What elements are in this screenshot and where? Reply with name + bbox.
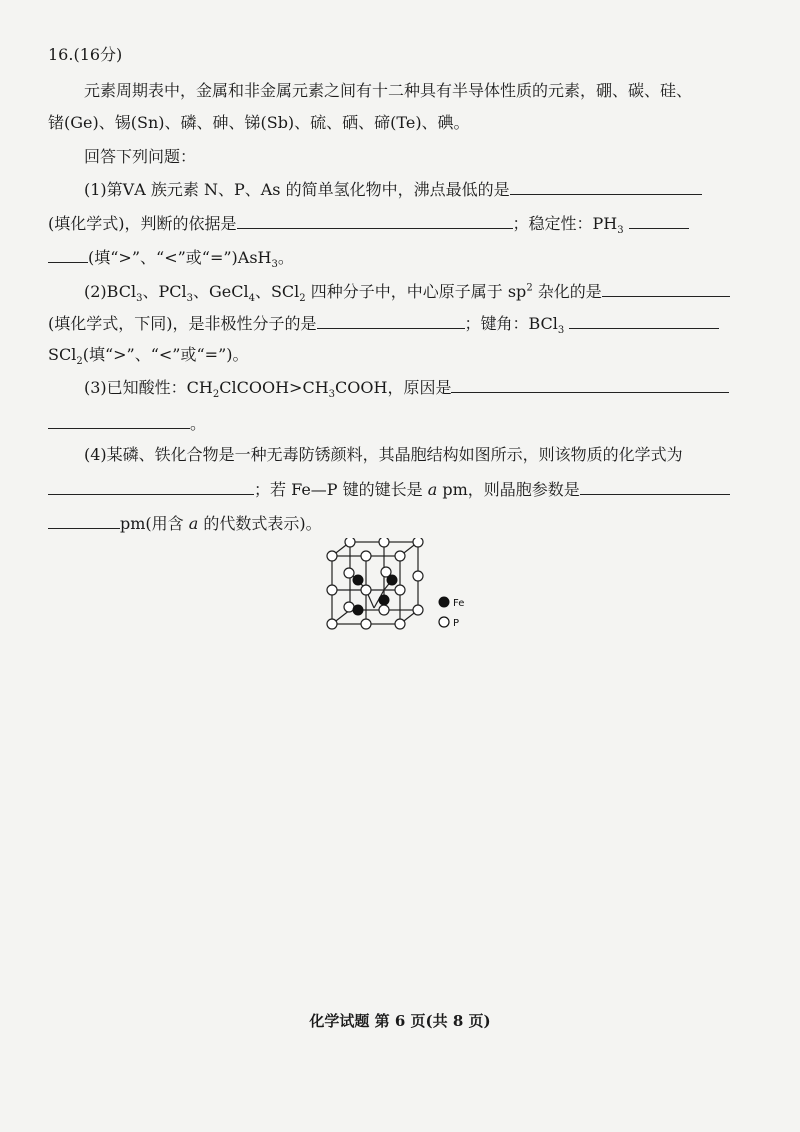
fe-atom bbox=[387, 575, 397, 585]
legend-fe-marker bbox=[439, 597, 449, 607]
part2-nonpolar-text: (填化学式，下同)，是非极性分子的是 bbox=[48, 314, 317, 333]
page-footer bbox=[0, 1010, 800, 1031]
legend-fe-label: Fe bbox=[453, 598, 465, 609]
p-atom bbox=[379, 538, 389, 547]
part4-line2 bbox=[48, 478, 730, 501]
p-atom bbox=[395, 551, 405, 561]
part2-line3 bbox=[48, 344, 249, 366]
p-atom bbox=[395, 619, 405, 629]
part3-acid-text-2: ClCOOH>CH bbox=[219, 378, 329, 397]
answer-blank-9[interactable] bbox=[580, 478, 730, 495]
part2-bond-angle-text: ；键角：BCl bbox=[464, 314, 558, 333]
p-atom bbox=[327, 619, 337, 629]
p-atom bbox=[345, 538, 355, 547]
intro-text-2: 锗(Ge)、锡(Sn)、磷、砷、锑(Sb)、硫、硒、碲(Te)、碘。 bbox=[48, 113, 470, 132]
pcl3-subscript: 3 bbox=[186, 293, 193, 305]
variable-a-2: a bbox=[188, 514, 199, 533]
part4-line1 bbox=[84, 444, 683, 466]
ch2-subscript: 2 bbox=[212, 389, 220, 401]
fe-atom bbox=[379, 595, 389, 605]
fe-atoms bbox=[353, 575, 397, 615]
part4-line3 bbox=[48, 512, 322, 535]
part1-basis-text: (填化学式)，判断的依据是 bbox=[48, 214, 237, 233]
answer-blank-7-cont[interactable] bbox=[48, 412, 190, 429]
p-atom bbox=[361, 585, 371, 595]
part1-stability-text: ；稳定性：PH bbox=[512, 214, 618, 233]
question-number-text: 16.(16分) bbox=[48, 45, 123, 64]
part2-fill-hint: (填“>”、“<”或“=”)。 bbox=[82, 345, 249, 364]
ash3-subscript: 3 bbox=[271, 259, 278, 271]
bcl3-subscript: 3 bbox=[136, 293, 143, 305]
intro-line-1 bbox=[84, 80, 692, 102]
p-atom bbox=[413, 571, 423, 581]
part1-end-mark: 。 bbox=[277, 248, 294, 267]
part3-line1 bbox=[84, 376, 729, 399]
part1-question-text: (1)第ⅤA 族元素 N、P、As 的简单氢化物中，沸点最低的是 bbox=[84, 180, 510, 199]
page-footer-text: 化学试题 第 6 页(共 8 页) bbox=[309, 1012, 491, 1030]
part2-pcl-text: 、PCl bbox=[142, 282, 187, 301]
answer-blank-8[interactable] bbox=[48, 478, 254, 495]
answer-blank-1[interactable] bbox=[510, 178, 702, 195]
answer-blank-2[interactable] bbox=[237, 212, 513, 229]
intro-text-1: 元素周期表中，金属和非金属元素之间有十二种具有半导体性质的元素，硼、碳、硅、 bbox=[84, 81, 693, 100]
part3-end-mark: 。 bbox=[190, 414, 207, 433]
part2-scl2-text: SCl bbox=[48, 345, 77, 364]
p-atom bbox=[413, 538, 423, 547]
variable-a: a bbox=[427, 480, 438, 499]
p-atom bbox=[413, 605, 423, 615]
part2-scl-text: 、SCl bbox=[254, 282, 300, 301]
answer-prompt bbox=[84, 146, 196, 168]
answer-prompt-text: 回答下列问题： bbox=[84, 147, 197, 166]
answer-blank-3-cont[interactable] bbox=[48, 246, 88, 263]
part4-unit-text: pm(用含 bbox=[120, 514, 189, 533]
p-atom bbox=[379, 605, 389, 615]
part1-line1 bbox=[84, 178, 702, 201]
legend-p-label: P bbox=[453, 618, 460, 629]
p-atom bbox=[344, 568, 354, 578]
crystal-cell-figure bbox=[322, 538, 482, 640]
part4-expr-hint: 的代数式表示)。 bbox=[198, 514, 322, 533]
answer-blank-4[interactable] bbox=[602, 280, 730, 297]
p-atoms bbox=[327, 538, 423, 629]
p-atom bbox=[327, 551, 337, 561]
answer-blank-5[interactable] bbox=[317, 312, 465, 329]
part4-param-text: pm，则晶胞参数是 bbox=[437, 480, 580, 499]
part2-line2 bbox=[48, 312, 719, 335]
ch3-subscript: 3 bbox=[328, 389, 336, 401]
intro-line-2 bbox=[48, 112, 470, 134]
bcl3-angle-subscript: 3 bbox=[557, 325, 565, 337]
scl2-angle-subscript: 2 bbox=[76, 356, 83, 368]
part1-line3 bbox=[48, 246, 294, 269]
scl2-subscript: 2 bbox=[299, 293, 306, 305]
part2-hybrid-text: 杂化的是 bbox=[532, 282, 602, 301]
p-atom bbox=[344, 602, 354, 612]
answer-blank-6[interactable] bbox=[569, 312, 719, 329]
legend-p-marker bbox=[439, 617, 449, 627]
part4-question-text: (4)某磷、铁化合物是一种无毒防锈颜料，其晶胞结构如图所示，则该物质的化学式为 bbox=[84, 445, 683, 464]
part2-bcl-text: (2)BCl bbox=[84, 282, 137, 301]
part2-sp-text: 四种分子中，中心原子属于 sp bbox=[305, 282, 527, 301]
fe-atom bbox=[353, 605, 363, 615]
answer-blank-7[interactable] bbox=[451, 376, 729, 393]
part3-acid-text-1: (3)已知酸性：CH bbox=[84, 378, 213, 397]
part4-bond-text: ；若 Fe—P 键的键长是 bbox=[254, 480, 428, 499]
fe-atom bbox=[353, 575, 363, 585]
p-atom bbox=[361, 551, 371, 561]
p-atom bbox=[395, 585, 405, 595]
part3-reason-text: COOH，原因是 bbox=[335, 378, 452, 397]
part1-line2 bbox=[48, 212, 689, 235]
p-atom bbox=[361, 619, 371, 629]
gecl4-subscript: 4 bbox=[248, 293, 255, 305]
part2-gecl-text: 、GeCl bbox=[192, 282, 249, 301]
part1-fill-hint: (填“>”、“<”或“=”)AsH bbox=[88, 248, 272, 267]
sp2-superscript: 2 bbox=[526, 282, 533, 294]
part2-line1 bbox=[84, 280, 730, 303]
part3-line2 bbox=[48, 412, 206, 435]
p-atom bbox=[327, 585, 337, 595]
answer-blank-3[interactable] bbox=[629, 212, 689, 229]
answer-blank-9-cont[interactable] bbox=[48, 512, 120, 529]
question-number bbox=[48, 44, 122, 66]
ph3-subscript: 3 bbox=[617, 225, 624, 237]
